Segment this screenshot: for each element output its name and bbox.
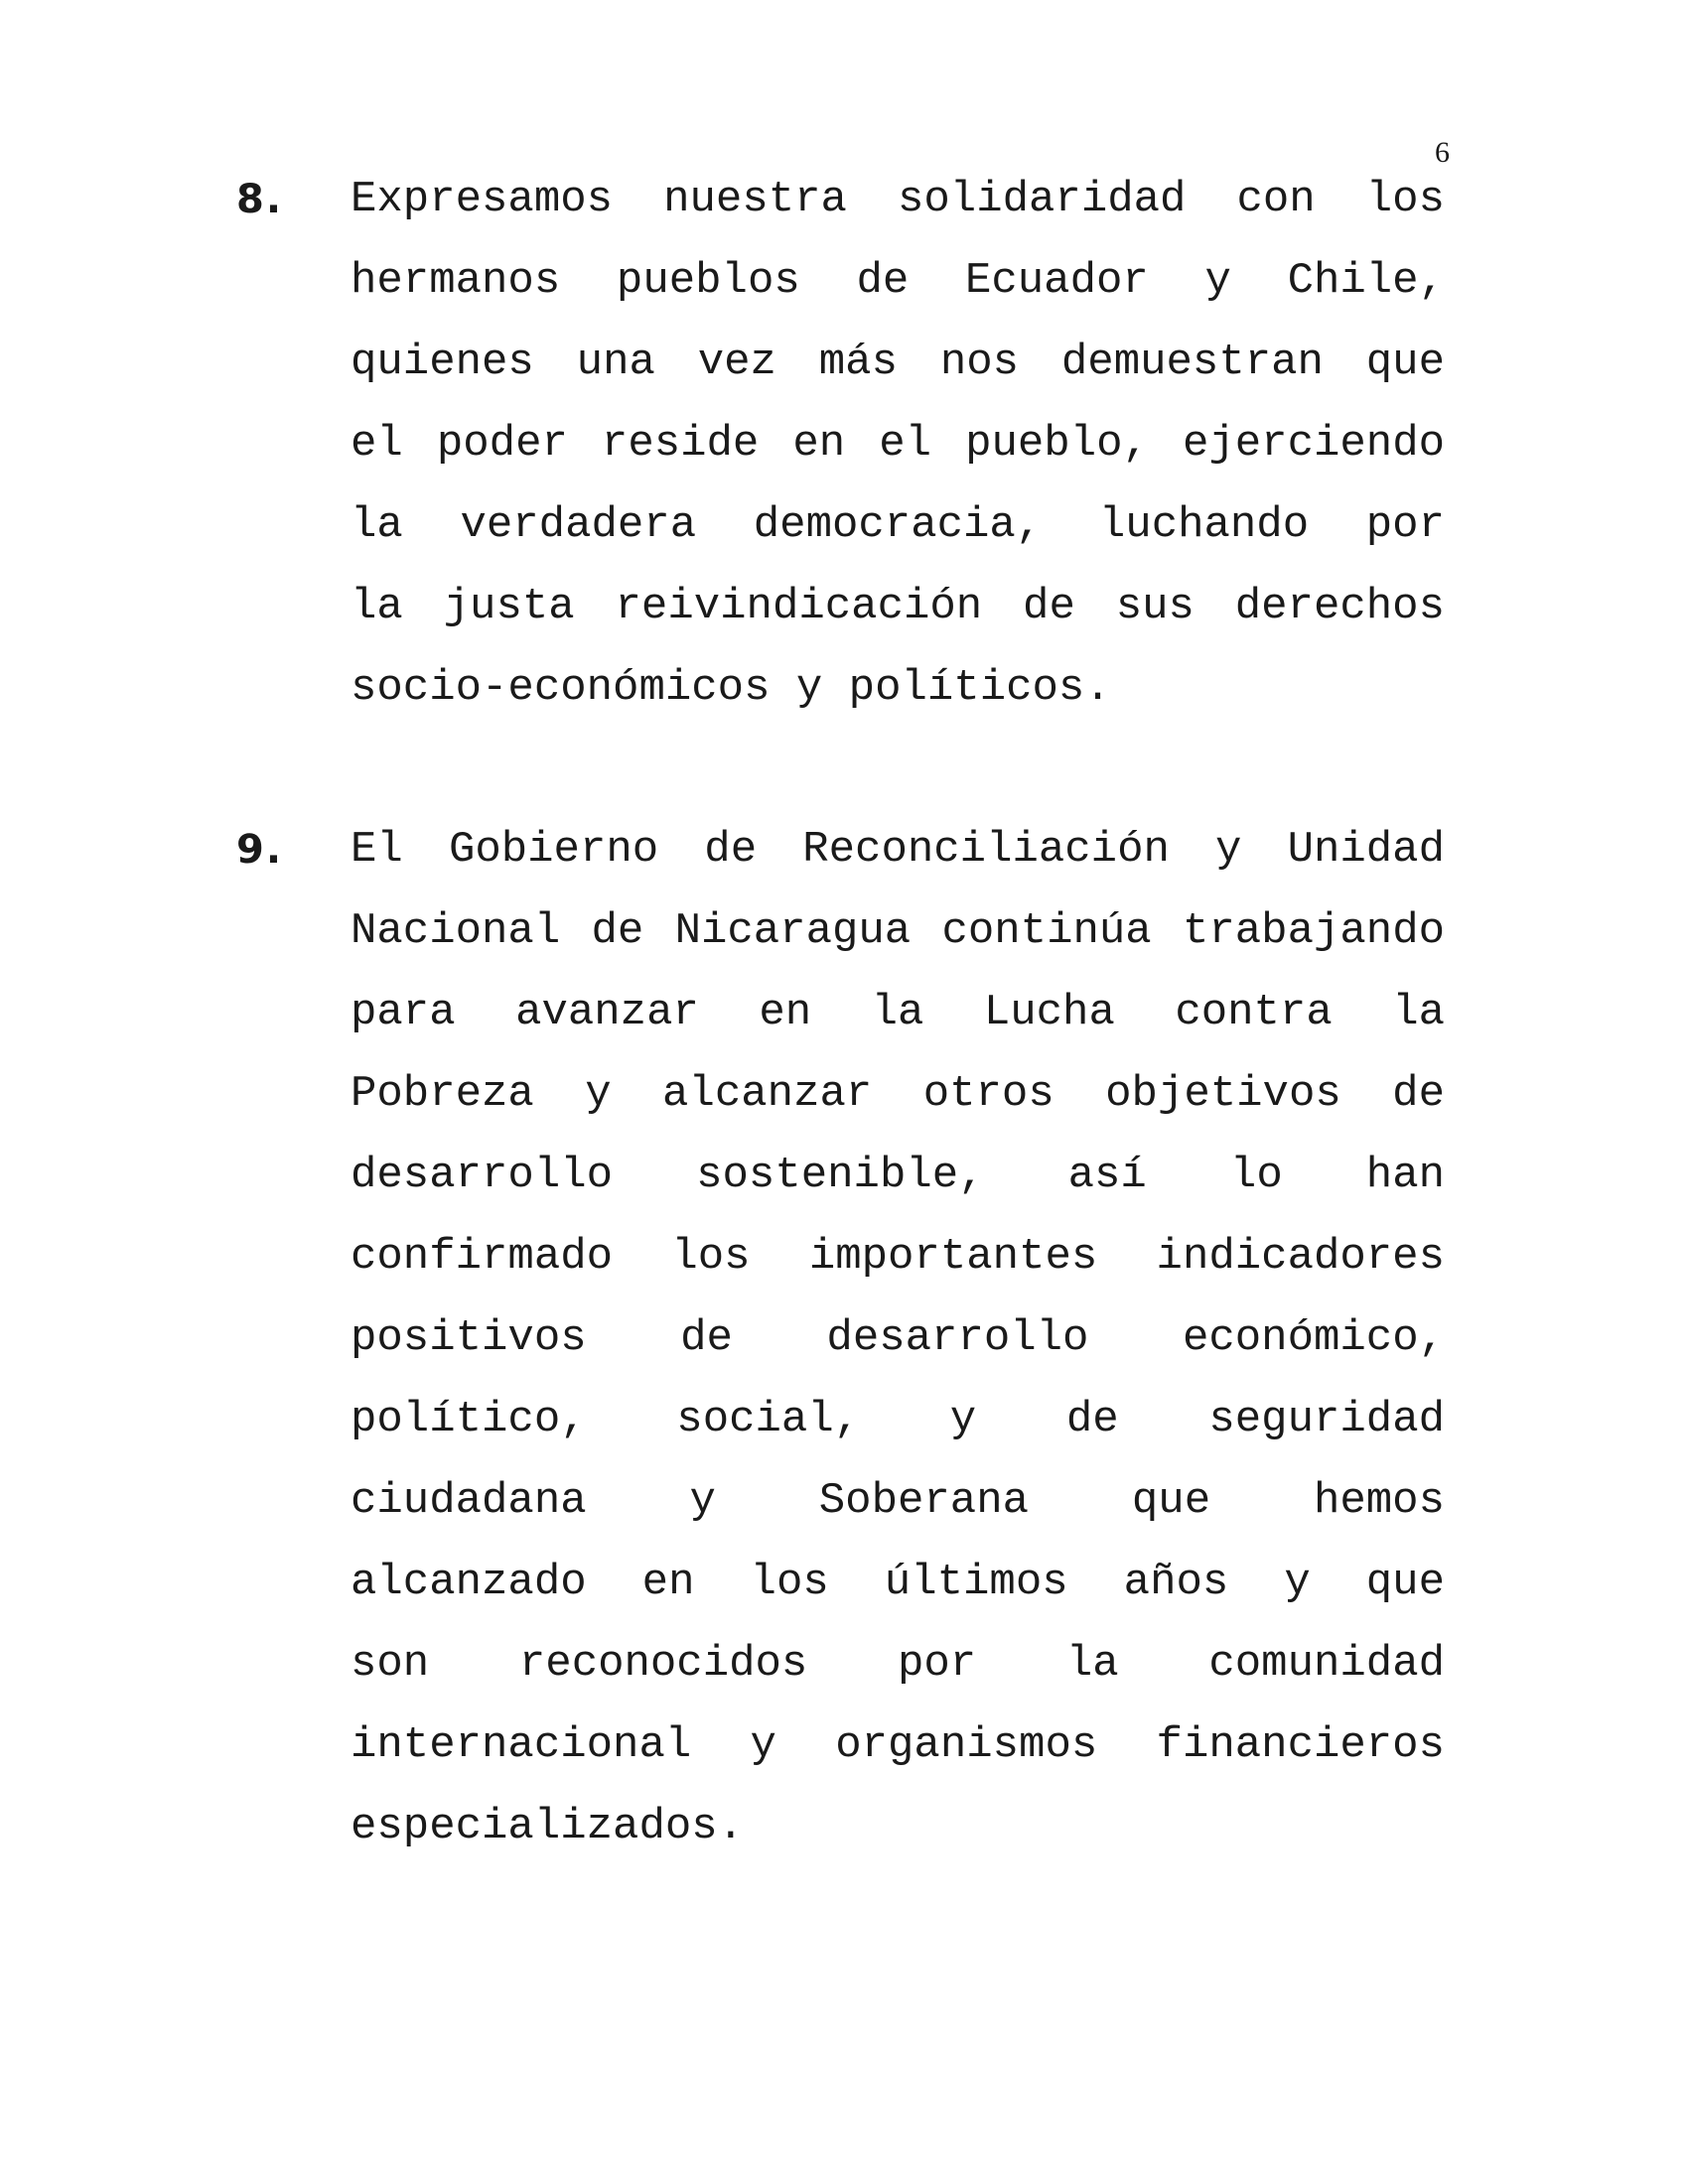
text-line: para avanzar en la Lucha contra la xyxy=(351,988,1445,1037)
text-line: especializados. xyxy=(351,1802,745,1851)
text-line: político, social, y de seguridad xyxy=(351,1395,1445,1444)
text-line: positivos de desarrollo económico, xyxy=(351,1313,1445,1363)
paragraph-number: 9. xyxy=(236,827,284,873)
paragraph-text xyxy=(351,159,1445,729)
text-line: son reconocidos por la comunidad xyxy=(351,1639,1445,1689)
page-number: 6 xyxy=(1435,136,1450,169)
text-line: la verdadera democracia, luchando por xyxy=(351,500,1445,550)
text-line: alcanzado en los últimos años y que xyxy=(351,1558,1445,1607)
text-line: quienes una vez más nos demuestran que xyxy=(351,338,1445,387)
text-line: Nacional de Nicaragua continúa trabajando xyxy=(351,906,1445,956)
text-line: El Gobierno de Reconciliación y Unidad xyxy=(351,825,1445,875)
text-line: Expresamos nuestra solidaridad con los xyxy=(351,175,1445,224)
text-line: el poder reside en el pueblo, ejerciendo xyxy=(351,419,1445,469)
text-line: internacional y organismos financieros xyxy=(351,1720,1445,1770)
text-line: confirmado los importantes indicadores xyxy=(351,1232,1445,1282)
text-line: Pobreza y alcanzar otros objetivos de xyxy=(351,1069,1445,1119)
text-line: hermanos pueblos de Ecuador y Chile, xyxy=(351,256,1445,306)
text-line: ciudadana y Soberana que hemos xyxy=(351,1476,1445,1526)
paragraph-text xyxy=(351,809,1445,1867)
paragraph-number: 8. xyxy=(236,177,284,222)
text-line: la justa reivindicación de sus derechos xyxy=(351,582,1445,631)
text-line: socio-económicos y políticos. xyxy=(351,663,1111,713)
text-line: desarrollo sostenible, así lo han xyxy=(351,1151,1445,1200)
